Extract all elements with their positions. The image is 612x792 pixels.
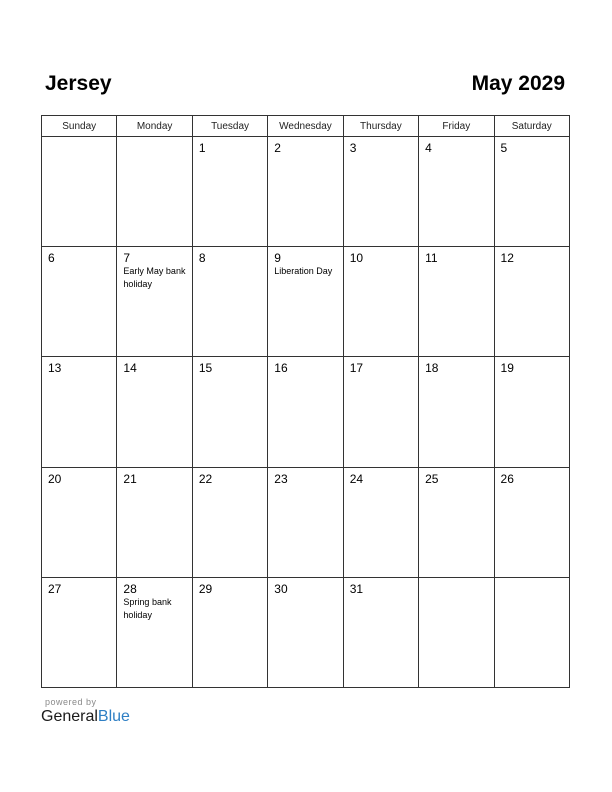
calendar-grid [41,115,570,688]
holiday-label: Liberation Day [274,266,333,277]
day-number: 26 [500,471,514,486]
day-cell [343,357,418,467]
day-number: 6 [48,251,55,266]
day-cell [117,247,192,357]
brand-blue-text: Blue [97,708,130,725]
day-number: 20 [48,471,62,486]
day-number: 30 [274,581,288,596]
day-number: 3 [349,141,357,155]
day-number: 15 [198,361,213,376]
day-cell [42,247,117,357]
day-cell [42,577,117,687]
month-title: May 2029 [471,72,565,95]
holiday-label: Spring bank holiday [123,596,172,620]
day-cell [419,137,494,247]
week-row [42,357,570,467]
day-cell [192,247,267,357]
day-cell [494,357,569,467]
brand-general-text: General [41,708,98,725]
day-cell [268,577,343,687]
day-cell [419,577,494,687]
day-number: 17 [349,361,364,376]
day-number: 18 [425,361,439,376]
region-title: Jersey [45,72,112,95]
day-number: 22 [198,471,213,486]
day-cell [192,357,267,467]
day-number: 27 [48,581,62,596]
weekday-friday: Friday [419,116,494,137]
day-number: 14 [123,361,137,376]
day-cell [117,357,192,467]
day-number: 8 [198,251,206,266]
day-number: 31 [349,581,364,596]
day-number: 24 [349,471,364,486]
day-number: 2 [274,141,281,155]
day-cell [343,247,418,357]
day-cell [494,467,569,577]
day-number: 28 [123,581,137,596]
weekday-wednesday: Wednesday [268,116,343,137]
day-number: 11 [425,251,438,266]
day-cell [268,137,343,247]
holiday-label: Early May bank holiday [123,266,186,290]
weekday-monday: Monday [117,116,192,137]
day-number: 13 [48,361,62,376]
day-cell [494,247,569,357]
weekday-thursday: Thursday [343,116,418,137]
day-number: 12 [500,251,514,266]
day-cell [419,357,494,467]
day-number: 7 [123,251,131,266]
weekday-header-row [42,116,570,137]
day-cell [494,137,569,247]
day-number: 5 [500,141,508,155]
week-row [42,137,570,247]
day-number: 16 [274,361,288,376]
weekday-sunday: Sunday [42,116,117,137]
day-number: 29 [198,581,213,596]
day-number: 4 [425,141,432,155]
day-cell [42,357,117,467]
day-number: 19 [500,361,514,376]
day-cell [268,467,343,577]
day-number: 23 [274,471,288,486]
week-row [42,577,570,687]
week-row [42,247,570,357]
generalblue-logo[interactable] [41,708,130,726]
day-number: 1 [198,141,206,155]
day-cell [268,357,343,467]
day-cell [343,577,418,687]
day-cell [117,577,192,687]
day-cell [343,467,418,577]
day-cell [343,137,418,247]
day-cell [419,467,494,577]
day-cell [419,247,494,357]
day-cell [42,467,117,577]
week-row [42,467,570,577]
day-cell [42,137,117,247]
day-number: 10 [349,251,364,266]
day-cell [192,137,267,247]
powered-by-label: powered by [45,697,97,707]
day-cell [117,467,192,577]
weekday-saturday: Saturday [494,116,569,137]
day-cell [268,247,343,357]
day-cell [494,577,569,687]
day-cell [192,467,267,577]
day-cell [117,137,192,247]
day-number: 25 [425,471,439,486]
weekday-tuesday: Tuesday [192,116,267,137]
day-number: 9 [274,251,281,266]
day-number: 21 [123,471,137,486]
day-cell [192,577,267,687]
